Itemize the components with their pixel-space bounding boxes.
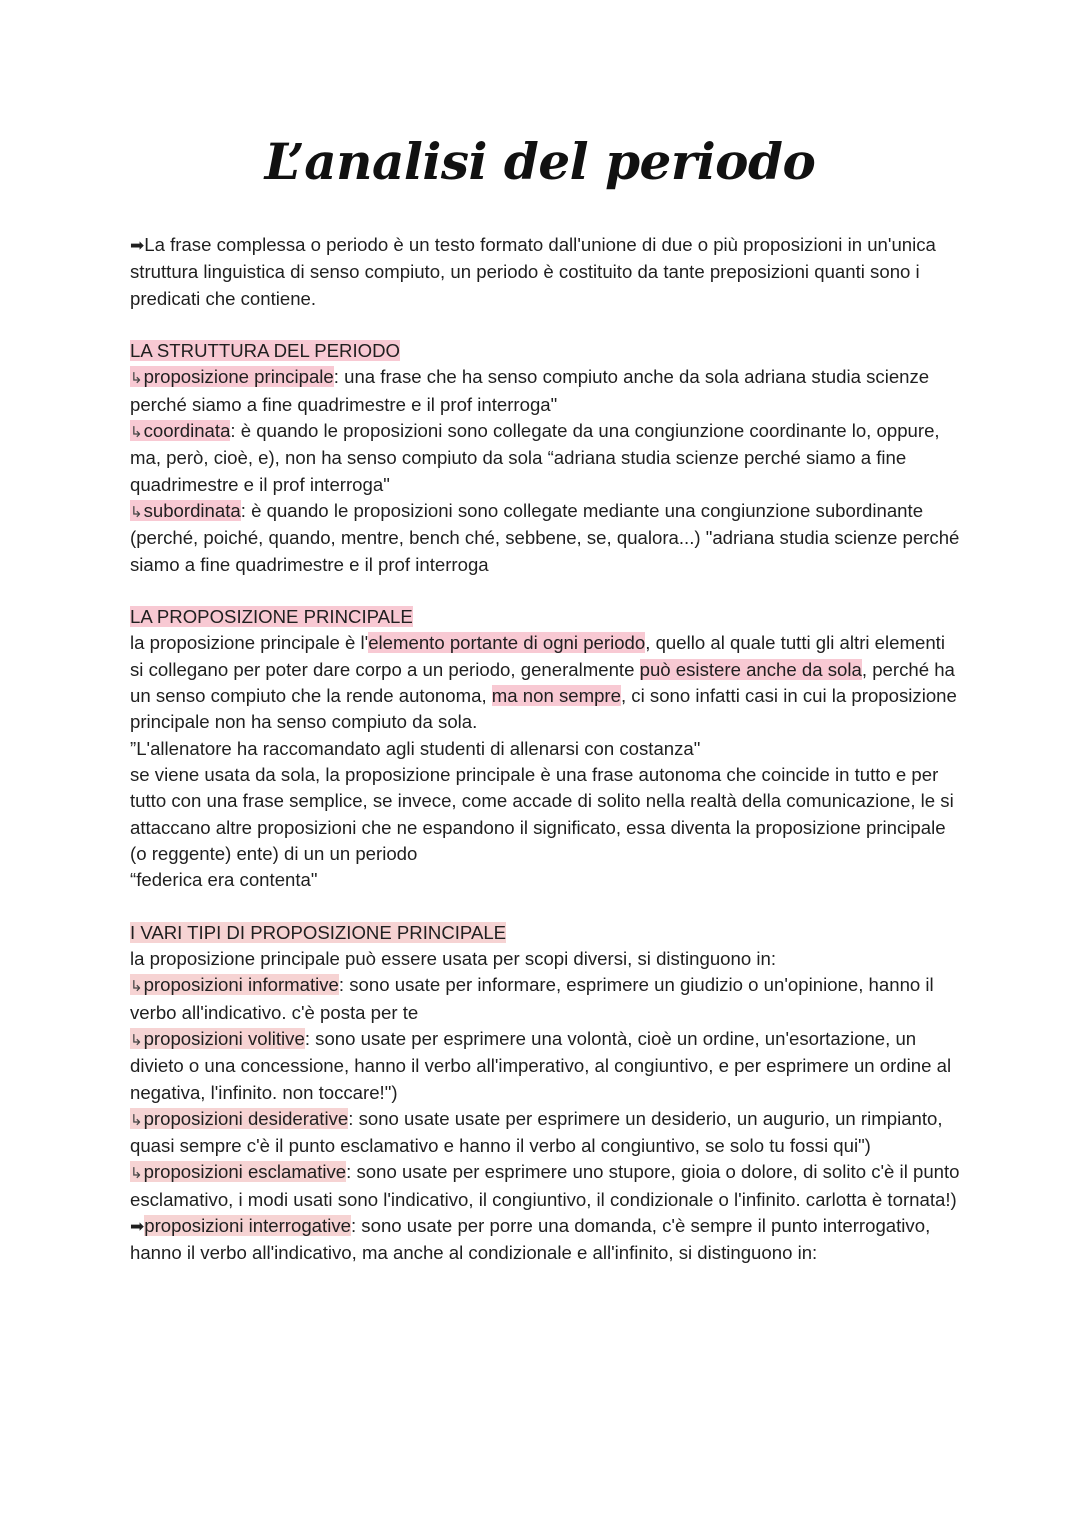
list-item: ↳coordinata: è quando le proposizioni sono collegate da una congiunzione coordinante lo, oppure, ma, però, cioè, e), non ha senso compiuto da sola “adriana studia scienze perché siamo a fine quadrimestre e il prof interroga" xyxy=(130,420,940,495)
section-heading: I VARI TIPI DI PROPOSIZIONE PRINCIPALE xyxy=(130,921,507,943)
list-item: ↳proposizioni informative: sono usate per informare, esprimere un giudizio o un'opinione, hanno il verbo all'indicativo. c'è posta per te xyxy=(130,974,934,1023)
hook-arrow-icon: ↳ xyxy=(130,1110,143,1129)
quote: “federica era contenta" xyxy=(130,869,318,891)
list-item: ➡proposizioni interrogative: sono usate per porre una domanda, c'è sempre il punto interrogativo, hanno il verbo all'indicativo, ma anche al condizionale e all'infinito, si distinguono in: xyxy=(130,1214,931,1264)
arrow-right-icon: ➡ xyxy=(130,1216,145,1237)
list-item: ↳proposizioni desiderative: sono usate usate per esprimere un desiderio, un augurio, un rimpianto, quasi sempre c'è il punto esclamativo e hanno il verbo al congiuntivo, se solo tu fossi qui") xyxy=(130,1107,943,1157)
section-heading: LA PROPOSIZIONE PRINCIPALE xyxy=(130,606,413,628)
intro-paragraph: ➡La frase complessa o periodo è un testo formato dall'unione di due o più proposizioni in un'unica struttura linguistica di senso compiuto, un periodo è costituito da tante preposizioni quanti sono i predicati che contiene. xyxy=(130,234,936,309)
list-item: ↳proposizioni volitive: sono usate per esprimere una volontà, cioè un ordine, un'esortazione, un divieto o una concessione, hanno il verbo all'imperativo, al congiuntivo, e per esprimere un ordine al negativa, l'infinito. non toccare!") xyxy=(130,1027,952,1103)
hook-arrow-icon: ↳ xyxy=(130,423,143,442)
list-item: ↳subordinata: è quando le proposizioni sono collegate mediante una congiunzione subordinante (perché, poiché, quando, mentre, bench ché, sebbene, se, qualora...) "adriana studia scienze perché siamo a fine quadrimestre e il prof interroga xyxy=(130,499,960,575)
hook-arrow-icon: ↳ xyxy=(130,369,143,388)
paragraph: la proposizione principale è l'elemento portante di ogni periodo, quello al quale tutti gli altri elementi si collegano per poter dare corpo a un periodo, generalmente può esistere anche da sola, perché ha un senso compiuto che la rende autonoma, ma non sempre, ci sono infatti casi in cui la proposizione principale non ha senso compiuto da sola. xyxy=(130,632,957,733)
document-body xyxy=(130,232,960,1267)
list-item: ↳proposizione principale: una frase che ha senso compiuto anche da sola adriana studia scienze perché siamo a fine quadrimestre e il prof interroga" xyxy=(130,366,930,415)
hook-arrow-icon: ↳ xyxy=(130,502,143,521)
paragraph: se viene usata da sola, la proposizione principale è una frase autonoma che coincide in tutto e per tutto con una frase semplice, se invece, come accade di solito nella realtà della comunicazione, le si attaccano altre proposizioni che ne espandono il significato, essa diventa la proposizione principale (o reggente) ente) di un un periodo xyxy=(130,763,954,864)
arrow-right-icon: ➡ xyxy=(130,236,145,256)
hook-arrow-icon: ↳ xyxy=(130,1030,143,1049)
quote: ”L'allenatore ha raccomandato agli studenti di allenarsi con costanza" xyxy=(130,737,701,759)
section-heading: LA STRUTTURA DEL PERIODO xyxy=(130,340,401,362)
list-item: ↳proposizioni esclamative: sono usate per esprimere uno stupore, gioia o dolore, di solito c'è il punto esclamativo, i modi usati sono l'indicativo, il congiuntivo, il condizionale o l'infinito. carlotta è tornata!) xyxy=(130,1161,960,1210)
paragraph: la proposizione principale può essere usata per scopi diversi, si distinguono in: xyxy=(130,948,776,970)
hook-arrow-icon: ↳ xyxy=(130,977,143,996)
hook-arrow-icon: ↳ xyxy=(130,1164,143,1183)
page-title: L’analisi del periodo xyxy=(264,132,816,191)
